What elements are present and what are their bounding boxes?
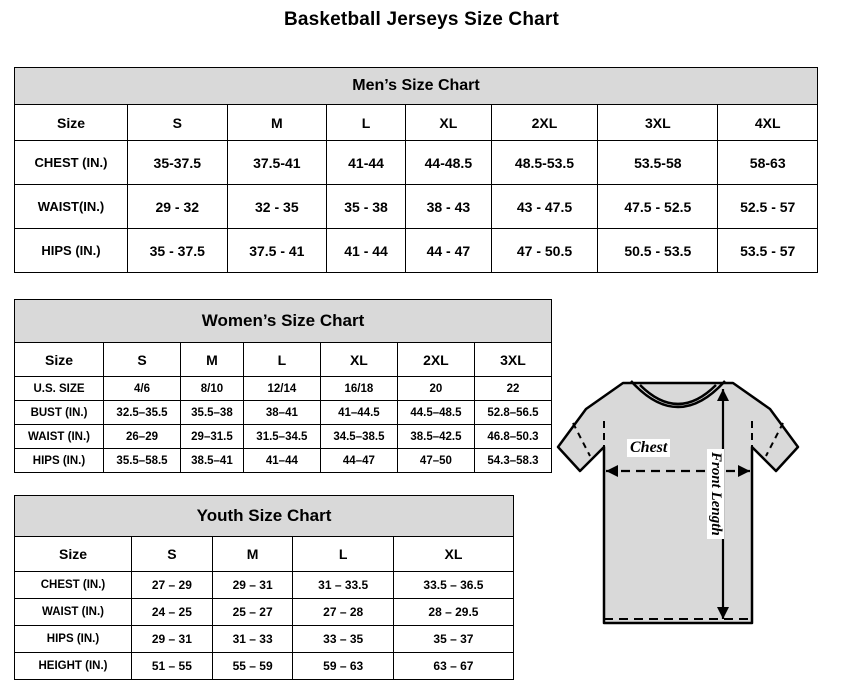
table-cell: 53.5 - 57: [718, 229, 818, 273]
table-cell: 27 – 29: [132, 572, 213, 599]
table-row: [15, 449, 552, 473]
column-header: Size: [15, 105, 128, 141]
table-cell: 47.5 - 52.5: [598, 185, 718, 229]
table-cell: 8/10: [181, 377, 244, 401]
row-label: CHEST (IN.): [15, 572, 132, 599]
row-label: HIPS (IN.): [15, 626, 132, 653]
table-cell: 47 - 50.5: [491, 229, 597, 273]
chest-measure-label: Chest: [627, 439, 670, 457]
table-cell: 25 – 27: [212, 599, 293, 626]
table-cell: 31 – 33: [212, 626, 293, 653]
table-cell: 29 – 31: [132, 626, 213, 653]
table-caption-row: [15, 68, 818, 105]
column-header: M: [212, 537, 293, 572]
column-header: L: [243, 343, 320, 377]
table-cell: 44–47: [320, 449, 397, 473]
row-label: WAIST(IN.): [15, 185, 128, 229]
column-header: L: [293, 537, 393, 572]
table-cell: 47–50: [397, 449, 474, 473]
table-header-row: [15, 105, 818, 141]
front-length-measure-label: Front Length: [707, 449, 724, 539]
table-cell: 44-48.5: [405, 141, 491, 185]
table-cell: 38 - 43: [405, 185, 491, 229]
table-cell: 43 - 47.5: [491, 185, 597, 229]
table-row: [15, 141, 818, 185]
table-cell: 4/6: [104, 377, 181, 401]
youth-table-caption: Youth Size Chart: [15, 496, 514, 537]
table-cell: 55 – 59: [212, 653, 293, 680]
table-cell: 22: [474, 377, 551, 401]
table-row: [15, 401, 552, 425]
row-label: CHEST (IN.): [15, 141, 128, 185]
table-row: [15, 229, 818, 273]
table-cell: 31.5–34.5: [243, 425, 320, 449]
column-header: 2XL: [491, 105, 597, 141]
table-cell: 32.5–35.5: [104, 401, 181, 425]
column-header: S: [104, 343, 181, 377]
row-label: WAIST (IN.): [15, 599, 132, 626]
jersey-measurement-diagram: [528, 361, 828, 661]
table-cell: 35 - 38: [327, 185, 406, 229]
table-cell: 31 – 33.5: [293, 572, 393, 599]
table-cell: 35.5–38: [181, 401, 244, 425]
column-header: S: [128, 105, 228, 141]
table-cell: 50.5 - 53.5: [598, 229, 718, 273]
table-row: [15, 377, 552, 401]
table-cell: 35 – 37: [393, 626, 513, 653]
table-cell: 41-44: [327, 141, 406, 185]
table-header-row: [15, 343, 552, 377]
column-header: M: [181, 343, 244, 377]
table-cell: 41 - 44: [327, 229, 406, 273]
table-cell: 41–44.5: [320, 401, 397, 425]
column-header: M: [227, 105, 327, 141]
womens-table-caption: Women’s Size Chart: [15, 300, 552, 343]
table-header-row: [15, 537, 514, 572]
column-header: 3XL: [598, 105, 718, 141]
page-title: Basketball Jerseys Size Chart: [283, 9, 560, 30]
column-header: 4XL: [718, 105, 818, 141]
table-cell: 29 – 31: [212, 572, 293, 599]
table-cell: 58-63: [718, 141, 818, 185]
table-cell: 53.5-58: [598, 141, 718, 185]
column-header: XL: [405, 105, 491, 141]
jersey-illustration-icon: [528, 361, 828, 661]
column-header: L: [327, 105, 406, 141]
table-cell: 44 - 47: [405, 229, 491, 273]
table-cell: 59 – 63: [293, 653, 393, 680]
mens-table-caption: Men’s Size Chart: [15, 68, 818, 105]
table-row: [15, 185, 818, 229]
column-header: Size: [15, 343, 104, 377]
table-row: [15, 599, 514, 626]
table-cell: 24 – 25: [132, 599, 213, 626]
table-cell: 16/18: [320, 377, 397, 401]
table-cell: 35-37.5: [128, 141, 228, 185]
table-cell: 38.5–42.5: [397, 425, 474, 449]
table-cell: 26–29: [104, 425, 181, 449]
table-cell: 38.5–41: [181, 449, 244, 473]
table-row: [15, 572, 514, 599]
table-cell: 41–44: [243, 449, 320, 473]
table-cell: 37.5-41: [227, 141, 327, 185]
column-header: XL: [320, 343, 397, 377]
table-cell: 12/14: [243, 377, 320, 401]
table-cell: 51 – 55: [132, 653, 213, 680]
column-header: 2XL: [397, 343, 474, 377]
row-label: U.S. SIZE: [15, 377, 104, 401]
table-cell: 33 – 35: [293, 626, 393, 653]
table-cell: 29 - 32: [128, 185, 228, 229]
table-cell: 48.5-53.5: [491, 141, 597, 185]
table-cell: 27 – 28: [293, 599, 393, 626]
table-cell: 37.5 - 41: [227, 229, 327, 273]
row-label: BUST (IN.): [15, 401, 104, 425]
table-cell: 63 – 67: [393, 653, 513, 680]
table-cell: 52.8–56.5: [474, 401, 551, 425]
row-label: WAIST (IN.): [15, 425, 104, 449]
youth-size-chart-table: [14, 495, 514, 680]
table-cell: 20: [397, 377, 474, 401]
table-cell: 38–41: [243, 401, 320, 425]
row-label: HEIGHT (IN.): [15, 653, 132, 680]
table-gap: [14, 273, 820, 299]
column-header: Size: [15, 537, 132, 572]
column-header: 3XL: [474, 343, 551, 377]
table-cell: 33.5 – 36.5: [393, 572, 513, 599]
table-cell: 29–31.5: [181, 425, 244, 449]
womens-size-chart-table: [14, 299, 552, 473]
row-label: HIPS (IN.): [15, 229, 128, 273]
table-cell: 35 - 37.5: [128, 229, 228, 273]
table-cell: 54.3–58.3: [474, 449, 551, 473]
mens-size-chart-table: [14, 67, 818, 273]
table-row: [15, 626, 514, 653]
column-header: S: [132, 537, 213, 572]
table-row: [15, 425, 552, 449]
table-caption-row: [15, 496, 514, 537]
table-cell: 28 – 29.5: [393, 599, 513, 626]
table-cell: 46.8–50.3: [474, 425, 551, 449]
table-cell: 52.5 - 57: [718, 185, 818, 229]
column-header: XL: [393, 537, 513, 572]
table-cell: 44.5–48.5: [397, 401, 474, 425]
table-row: [15, 653, 514, 680]
table-cell: 32 - 35: [227, 185, 327, 229]
row-label: HIPS (IN.): [15, 449, 104, 473]
table-caption-row: [15, 300, 552, 343]
table-cell: 34.5–38.5: [320, 425, 397, 449]
table-cell: 35.5–58.5: [104, 449, 181, 473]
